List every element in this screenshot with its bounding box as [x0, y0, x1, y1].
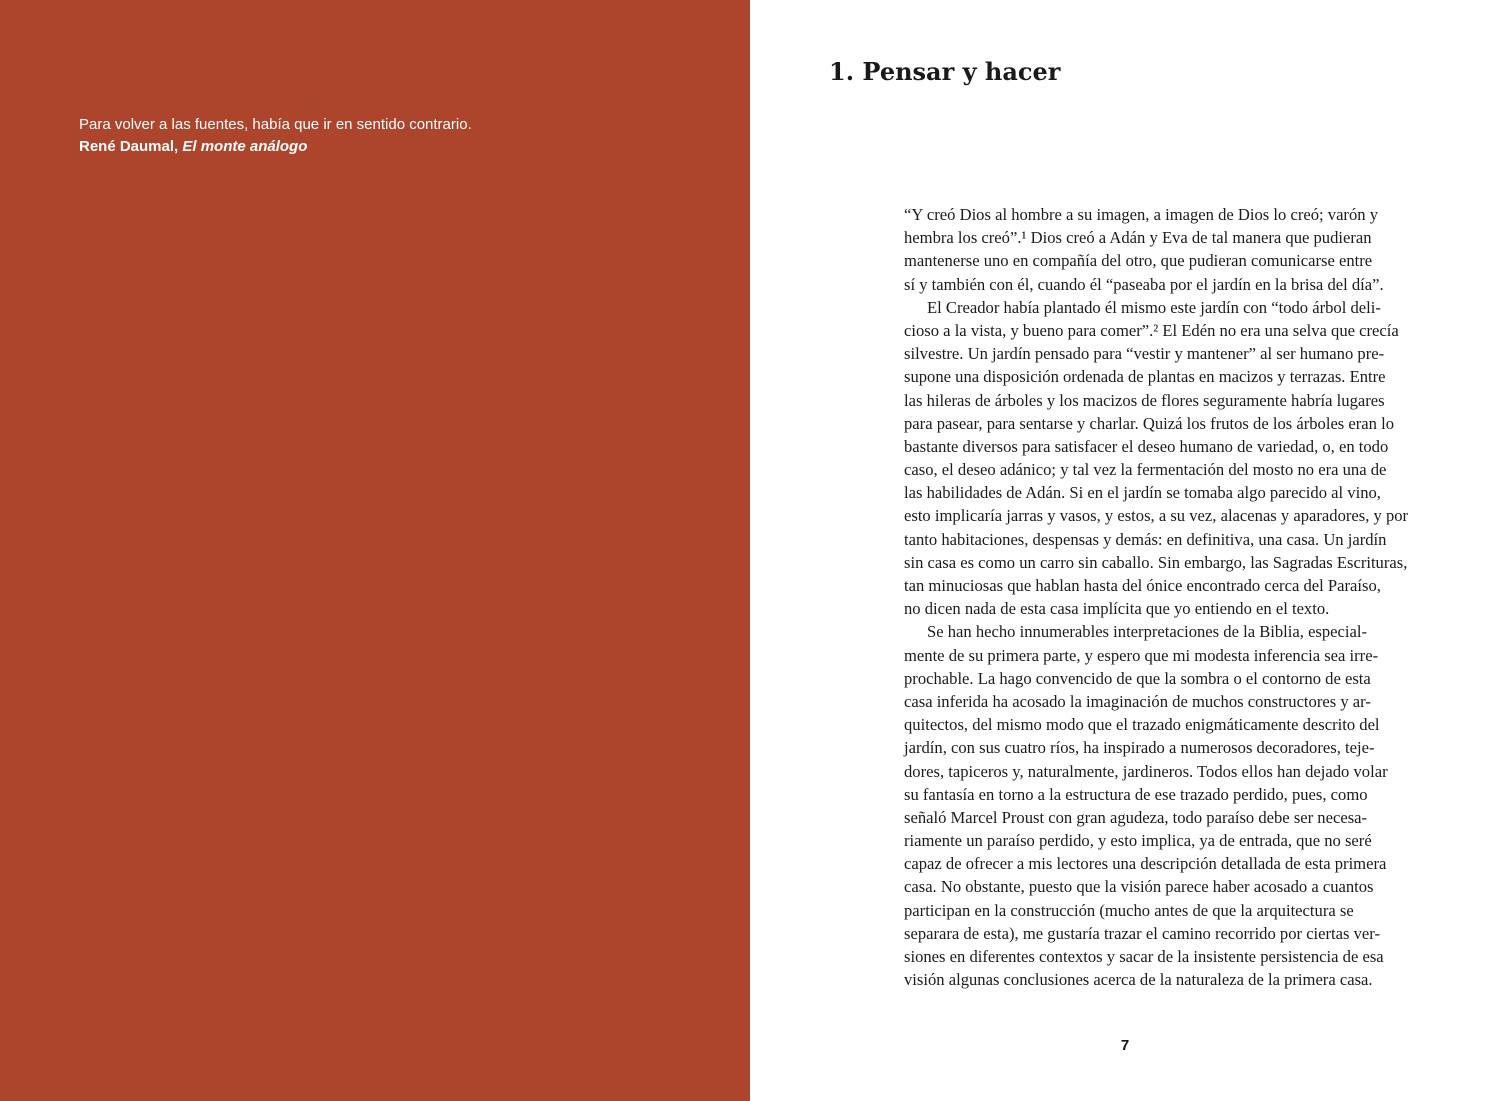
text-line: no dicen nada de esta casa implícita que yo entiendo en el texto.: [904, 599, 1330, 619]
paragraph: [904, 296, 1424, 621]
text-line: tan minuciosas que hablan hasta del ónice encontrado cerca del Paraíso,: [904, 576, 1381, 595]
chapter-title: 1. Pensar y hacer: [829, 57, 1061, 86]
text-line: caso, el deseo adánico; y tal vez la fermentación del mosto no era una de: [904, 460, 1387, 480]
text-line: participan en la construcción (mucho antes de que la arquitectura se: [904, 900, 1354, 920]
text-line: las hileras de árboles y los macizos de flores seguramente habría lugares: [904, 390, 1385, 410]
paragraph: [904, 203, 1424, 296]
text-line: casa inferida ha acosado la imaginación de muchos constructores y ar-: [904, 691, 1371, 711]
text-line: dores, tapiceros y, naturalmente, jardineros. Todos ellos han dejado volar: [904, 761, 1388, 781]
text-line: sí y también con él, cuando él “paseaba por el jardín en la brisa del día”.: [904, 274, 1384, 294]
page-number: 7: [1120, 1037, 1130, 1054]
text-line: supone una disposición ordenada de plantas en macizos y terrazas. Entre: [904, 367, 1386, 387]
paragraph: [904, 620, 1424, 991]
text-line: jardín, con sus cuatro ríos, ha inspirado a numerosos decoradores, teje-: [904, 738, 1375, 758]
text-line: separara de esta), me gustaría trazar el camino recorrido por ciertas ver-: [904, 923, 1381, 943]
text-line: bastante diversos para satisfacer el deseo humano de variedad, o, en todo: [904, 436, 1389, 456]
epigraph: [79, 114, 472, 158]
text-line: Se han hecho innumerables interpretaciones de la Biblia, especial-: [927, 622, 1368, 642]
text-line: esto implicaría jarras y vasos, y estos, a su vez, alacenas y aparadores, y por: [904, 506, 1409, 526]
text-line: hembra los creó”.¹ Dios creó a Adán y Eva de tal manera que pudieran: [904, 228, 1372, 248]
body-text: [904, 203, 1424, 991]
epigraph-attribution: [79, 136, 472, 158]
text-line: las habilidades de Adán. Si en el jardín se tomaba algo parecido al vino,: [904, 483, 1381, 503]
text-line: su fantasía en torno a la estructura de ese trazado perdido, pues, como: [904, 784, 1368, 804]
text-line: mantenerse uno en compañía del otro, que pudieran comunicarse entre: [904, 251, 1373, 271]
text-line: para pasear, para sentarse y charlar. Quizá los frutos de los árboles eran lo: [904, 413, 1395, 433]
text-line: mente de su primera parte, y espero que mi modesta inferencia sea irre-: [904, 645, 1379, 665]
text-line: cioso a la vista, y bueno para comer”.² El Edén no era una selva que crecía: [904, 320, 1399, 340]
epigraph-work-title: El monte análogo: [182, 138, 308, 155]
text-line: visión algunas conclusiones acerca de la naturaleza de la primera casa.: [904, 970, 1373, 990]
text-line: silvestre. Un jardín pensado para “vestir y mantener” al ser humano pre-: [904, 344, 1385, 364]
text-line: prochable. La hago convencido de que la sombra o el contorno de esta: [904, 668, 1371, 688]
epigraph-author: René Daumal,: [79, 138, 179, 155]
text-line: “Y creó Dios al hombre a su imagen, a imagen de Dios lo creó; varón y: [904, 205, 1378, 224]
right-page: [750, 0, 1500, 1101]
text-line: riamente un paraíso perdido, y esto implica, ya de entrada, que no seré: [904, 831, 1372, 851]
text-line: El Creador había plantado él mismo este jardín con “todo árbol deli-: [927, 297, 1381, 317]
epigraph-quote: Para volver a las fuentes, había que ir en sentido contrario.: [79, 116, 472, 133]
text-line: siones en diferentes contextos y sacar de la insistente persistencia de esa: [904, 947, 1384, 966]
text-line: quitectos, del mismo modo que el trazado enigmáticamente descrito del: [904, 715, 1380, 735]
text-line: capaz de ofrecer a mis lectores una descripción detallada de esta primera: [904, 854, 1387, 874]
text-line: sin casa es como un carro sin caballo. Sin embargo, las Sagradas Escrituras,: [904, 552, 1408, 572]
text-line: casa. No obstante, puesto que la visión parece haber acosado a cuantos: [904, 877, 1374, 897]
text-line: señaló Marcel Proust con gran agudeza, todo paraíso debe ser necesa-: [904, 807, 1368, 827]
text-line: tanto habitaciones, despensas y demás: en definitiva, una casa. Un jardín: [904, 529, 1387, 549]
